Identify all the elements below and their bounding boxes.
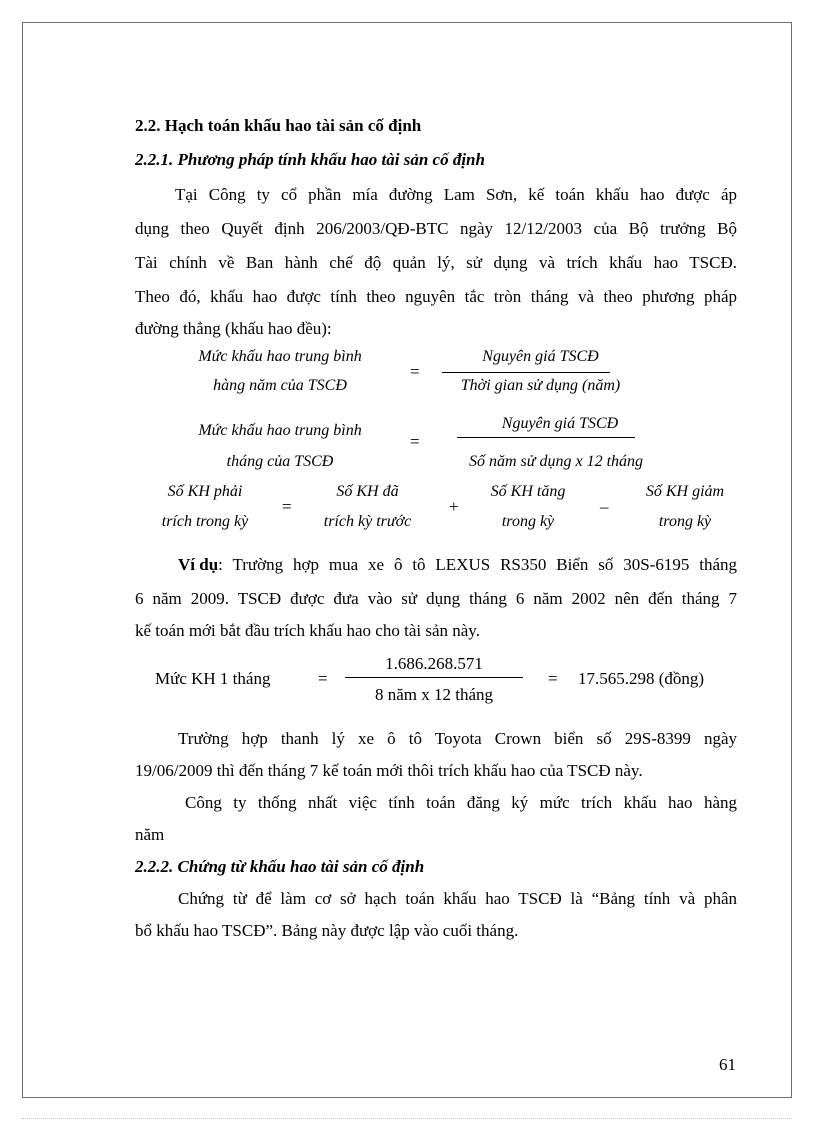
formula3-term3-line2: trong kỳ xyxy=(501,513,555,530)
calc-denominator: 8 năm x 12 tháng xyxy=(374,685,494,704)
formula1-left-line1: Mức khấu hao trung bình xyxy=(198,348,362,365)
calc-result: 17.565.298 (đồng) xyxy=(578,669,705,688)
example-line-1 xyxy=(178,555,737,575)
formula3-op-plus: + xyxy=(449,497,459,516)
liquidation-line-1: Trường hợp thanh lý xe ô tô Toyota Crown biển số 29S-8399 ngày xyxy=(178,729,737,748)
heading-2-2-1: 2.2.1. Phương pháp tính khấu hao tài sản cố định xyxy=(135,150,485,169)
calc-equals-1: = xyxy=(318,669,328,688)
heading-2-2: 2.2. Hạch toán khấu hao tài sản cố định xyxy=(135,116,422,135)
formula2-left-line1: Mức khấu hao trung bình xyxy=(198,422,362,439)
example-label: Ví dụ xyxy=(178,555,219,574)
intro-line-1: Tại Công ty cổ phần mía đường Lam Sơn, kế toán khấu hao được áp xyxy=(175,185,737,204)
liquidation-line-2: 19/06/2009 thì đến tháng 7 kế toán mới thôi trích khấu hao của TSCĐ này. xyxy=(135,761,643,780)
voucher-line-1: Chứng từ để làm cơ sở hạch toán khấu hao TSCĐ là “Bảng tính và phân xyxy=(178,889,737,908)
bottom-dotted-rule xyxy=(22,1118,792,1119)
example-line-2: 6 năm 2009. TSCĐ được đưa vào sử dụng tháng 6 năm 2002 nên đến tháng 7 xyxy=(135,589,737,608)
formula3-op-minus: – xyxy=(600,497,609,516)
formula1-left-line2: hàng năm của TSCĐ xyxy=(213,377,347,394)
calc-label: Mức KH 1 tháng xyxy=(155,669,271,688)
formula3-term4-line1: Số KH giảm xyxy=(645,483,725,500)
formula3-term4-line2: trong kỳ xyxy=(658,513,712,530)
intro-line-3: Tài chính về Ban hành chế độ quản lý, sử dụng và trích khấu hao TSCĐ. xyxy=(135,253,737,272)
unify-line-1: Công ty thống nhất việc tính toán đăng ký mức trích khấu hao hàng xyxy=(185,793,737,812)
formula3-term2-line2: trích kỳ trước xyxy=(323,513,412,530)
voucher-line-2: bổ khấu hao TSCĐ”. Bảng này được lập vào cuối tháng. xyxy=(135,921,519,940)
formula1-denominator: Thời gian sử dụng (năm) xyxy=(460,377,621,394)
formula3-term3-line1: Số KH tăng xyxy=(490,483,566,500)
formula2-equals: = xyxy=(410,432,420,451)
calc-fraction-bar xyxy=(345,677,523,678)
formula1-fraction-bar xyxy=(442,372,610,373)
example-line-1-text: : Trường hợp mua xe ô tô LEXUS RS350 Biển số 30S-6195 tháng xyxy=(218,555,737,574)
formula3-op-equals: = xyxy=(282,497,292,516)
formula1-equals: = xyxy=(410,362,420,381)
formula2-left-line2: tháng của TSCĐ xyxy=(226,453,334,470)
formula2-fraction-bar xyxy=(457,437,635,438)
formula3-term1-line1: Số KH phải xyxy=(167,483,243,500)
formula1-numerator: Nguyên giá TSCĐ xyxy=(482,348,599,365)
formula3-term1-line2: trích trong kỳ xyxy=(161,513,249,530)
formula3-term2-line1: Số KH đã xyxy=(336,483,399,500)
calc-equals-2: = xyxy=(548,669,558,688)
intro-line-5: đường thẳng (khấu hao đều): xyxy=(135,319,332,338)
intro-line-2: dụng theo Quyết định 206/2003/QĐ-BTC ngày 12/12/2003 của Bộ trưởng Bộ xyxy=(135,219,737,238)
formula2-denominator: Số năm sử dụng x 12 tháng xyxy=(468,453,644,470)
heading-2-2-2: 2.2.2. Chứng từ khấu hao tài sản cố định xyxy=(135,857,425,876)
page-number: 61 xyxy=(719,1055,736,1074)
intro-line-4: Theo đó, khấu hao được tính theo nguyên tắc tròn tháng và theo phương pháp xyxy=(135,287,737,306)
calc-numerator: 1.686.268.571 xyxy=(385,654,483,673)
unify-line-2: năm xyxy=(135,825,165,844)
example-line-3: kế toán mới bắt đầu trích khấu hao cho tài sản này. xyxy=(135,621,480,640)
formula2-numerator: Nguyên giá TSCĐ xyxy=(501,415,619,432)
